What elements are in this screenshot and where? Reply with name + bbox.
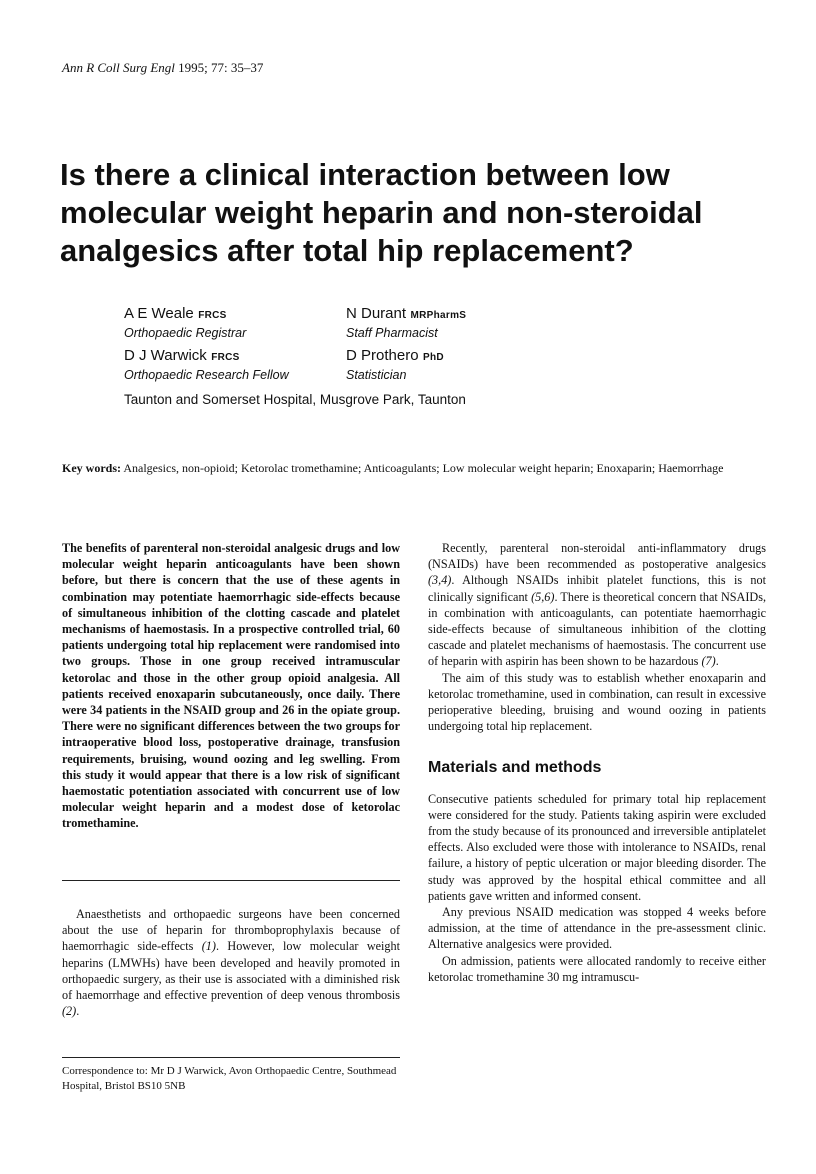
- section-heading: Materials and methods: [428, 759, 602, 777]
- citation-ref: (7): [701, 654, 716, 669]
- text-run: . Although NSAIDs inhibit platelet functions, this is not clinically significant: [428, 573, 766, 604]
- article-title: Is there a clinical interaction between low molecular weight heparin and non-steroidal analgesics after total hip replacement?: [60, 157, 703, 268]
- intro-left-column: [62, 906, 400, 1019]
- methods-paragraph: Any previous NSAID medication was stopped 4 weeks before admission, at the time of attendance in the pre-assessment clinic. Alternative analgesics were provided.: [428, 905, 766, 952]
- abstract-text: The benefits of parenteral non-steroidal analgesic drugs and low molecular weight heparin anticoagulants have been shown before, but there is concern that the use of these agents in combination may potentiate haemorrhagic side-effects because of simultaneous inhibition of the clotting cascade and platelet mechanisms of haemostasis. In a prospective controlled trial, 60 patients undergoing total hip replacement were randomised into two groups. Those in one group received intramuscular ketorolac and those in the other group opioid analgesia. All patients received enoxaparin subcutaneously, once daily. There were 34 patients in the NSAID group and 26 in the opiate group. There were no significant differences between the two groups for intraoperative blood loss, postoperative drainage, transfusion requirements, bruising, wound oozing and leg swelling. From this study it would appear that there is a low risk of significant haemostatic potentiation associated with concurrent use of low molecular weight heparin and a modest dose of ketorolac tromethamine.: [62, 541, 400, 831]
- keywords-text: Analgesics, non-opioid; Ketorolac tromethamine; Anticoagulants; Low molecular weight heparin; Enoxaparin; Haemorrhage: [121, 461, 724, 475]
- methods-paragraph: Consecutive patients scheduled for primary total hip replacement were considered for the study. Patients taking aspirin were excluded from the study because of its pronounced and irreversible antiplatelet effects. Also excluded were those with intolerance to NSAIDs, renal failure, a history of peptic ulceration or major bleeding disorder. The study was approved by the hospital ethical committee and all patients gave written and informed consent.: [428, 791, 766, 903]
- abstract-divider: [62, 880, 400, 881]
- author-1: [124, 305, 246, 340]
- text-run: Anaesthetists and orthopaedic surgeons have been concerned about the use of heparin for thromboprophylaxis because of haemorrhagic side-effects: [62, 907, 400, 954]
- text-run: .: [715, 654, 719, 669]
- author-role: Statistician: [346, 368, 407, 382]
- journal-volume: 1995; 77: 35–37: [174, 60, 264, 75]
- author-name: D Prothero: [346, 347, 419, 364]
- abstract: [62, 540, 400, 832]
- methods-paragraph: On admission, patients were allocated randomly to receive either ketorolac tromethamine 30 mg intramuscu-: [428, 953, 766, 984]
- citation-ref: (1): [201, 939, 216, 954]
- intro-right-column: [428, 540, 766, 985]
- intro-paragraph: [428, 540, 766, 670]
- author-role: Orthopaedic Research Fellow: [124, 368, 289, 382]
- keywords-label: Key words:: [62, 461, 121, 475]
- journal-name: Ann R Coll Surg Engl: [62, 60, 175, 75]
- author-role: Orthopaedic Registrar: [124, 326, 247, 340]
- keywords: [62, 460, 782, 476]
- text-run: . However, low molecular weight heparins (LMWHs) have been developed and heavily promoted in orthopaedic surgery, as their use is associated with a diminished risk of haemorrhage and effective prevention of deep venous thrombosis: [62, 939, 400, 1003]
- author-degree: FRCS: [211, 352, 240, 363]
- author-name: N Durant: [346, 305, 407, 322]
- footnote-divider: [62, 1057, 400, 1058]
- correspondence-note: Correspondence to: Mr D J Warwick, Avon Orthopaedic Centre, Southmead Hospital, Bristol BS10 5NB: [62, 1065, 397, 1092]
- affiliation: Taunton and Somerset Hospital, Musgrove Park, Taunton: [124, 392, 466, 407]
- author-3: [124, 347, 289, 382]
- intro-paragraph: [62, 906, 400, 1019]
- text-run: Recently, parenteral non-steroidal anti-inflammatory drugs (NSAIDs) have been recommended as postoperative analgesics: [428, 541, 766, 572]
- citation-ref: (5,6): [531, 589, 555, 604]
- text-run: .: [76, 1004, 80, 1019]
- author-name: A E Weale: [124, 305, 194, 322]
- journal-citation: [62, 60, 263, 76]
- author-degree: FRCS: [198, 310, 227, 321]
- author-degree: MRPharmS: [410, 310, 467, 321]
- aim-paragraph: The aim of this study was to establish whether enoxaparin and ketorolac tromethamine, used in combination, can result in excessive perioperative bleeding, bruising and wound oozing in patients undergoing total hip replacement.: [428, 670, 766, 734]
- text-run: . There is theoretical concern that NSAIDs, in combination with anticoagulants, can potentiate haemorrhagic side-effects because of simultaneous inhibition of the clotting cascade and platelet mechanisms of haemostasis. The concurrent use of heparin with aspirin has been shown to be hazardous: [428, 589, 766, 669]
- author-2: [346, 305, 466, 340]
- citation-ref: (2): [62, 1004, 77, 1019]
- author-name: D J Warwick: [124, 347, 207, 364]
- author-4: [346, 347, 444, 382]
- citation-ref: (3,4): [428, 573, 452, 588]
- author-degree: PhD: [423, 352, 444, 363]
- author-role: Staff Pharmacist: [346, 326, 438, 340]
